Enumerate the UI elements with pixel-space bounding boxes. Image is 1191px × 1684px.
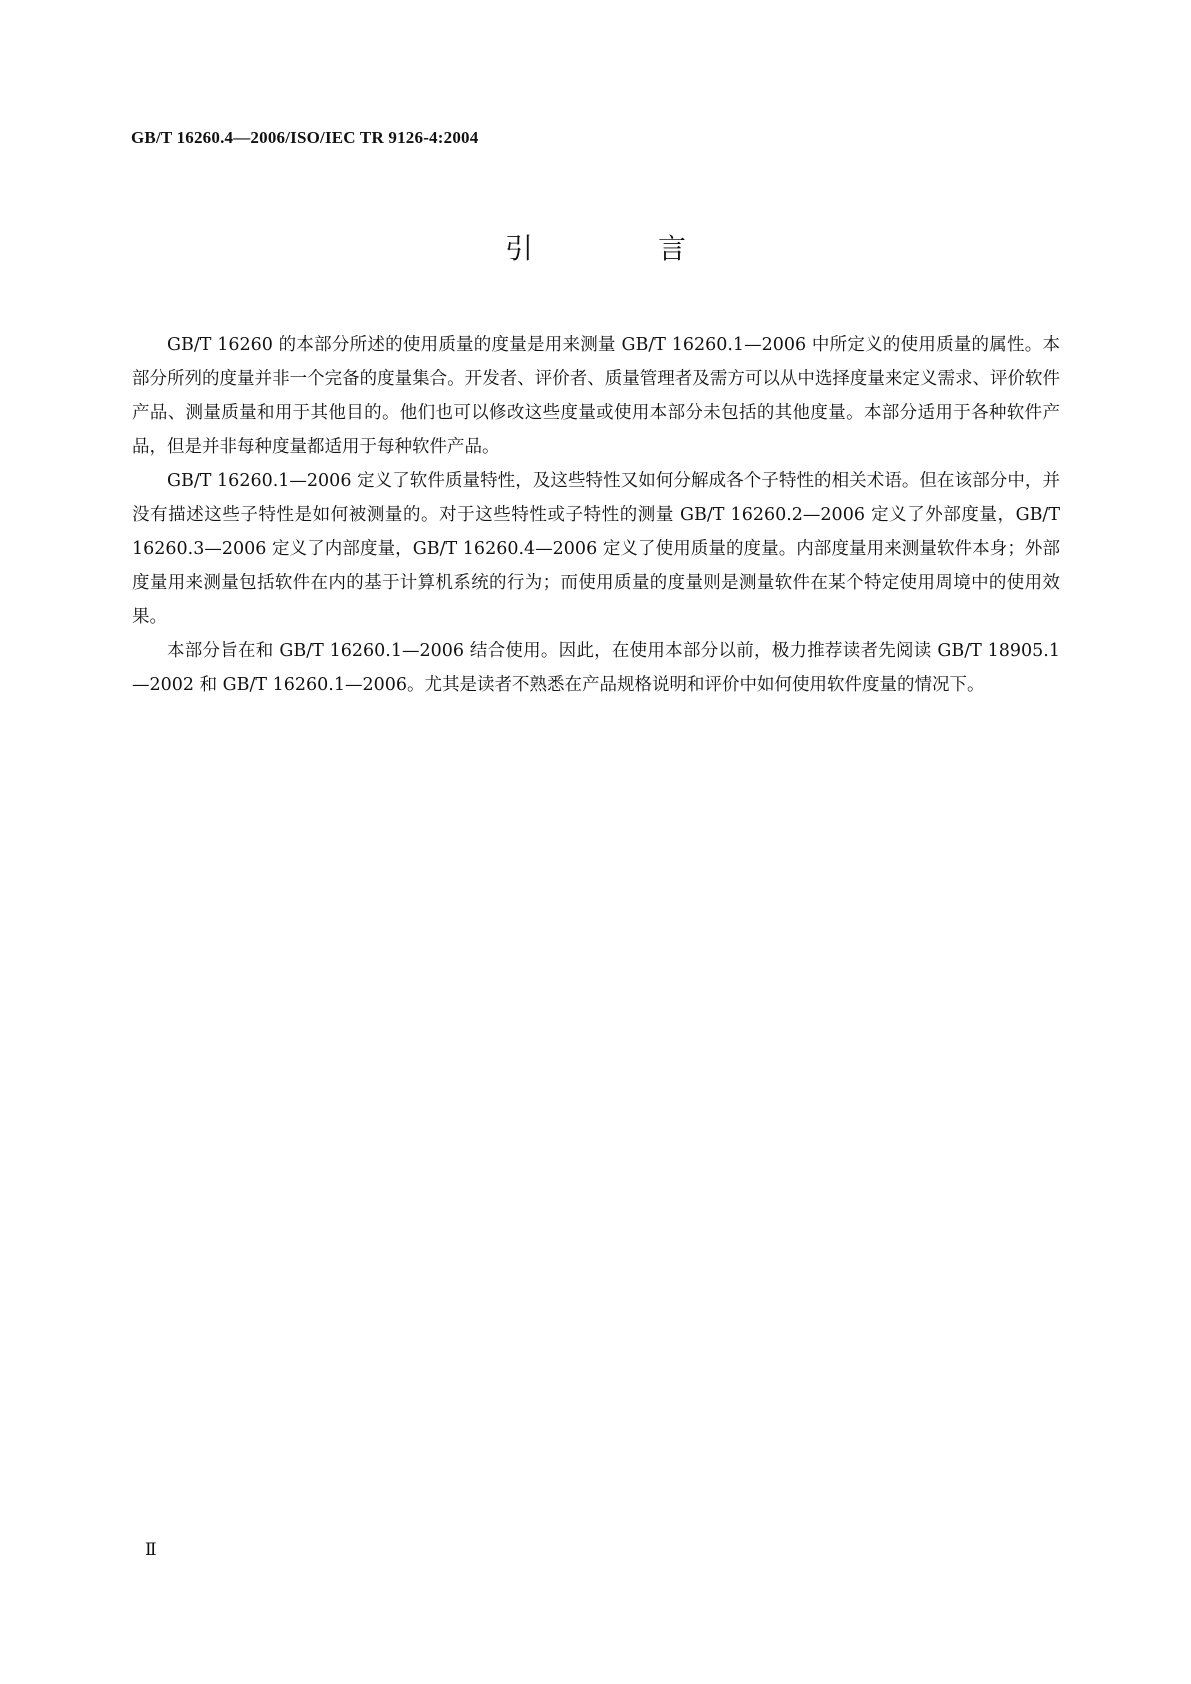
page-title: 引 言: [505, 232, 744, 265]
introduction-body: [132, 328, 1060, 702]
standard-code-header: GB/T 16260.4—2006/ISO/IEC TR 9126-4:2004: [131, 128, 479, 147]
paragraph-1: GB/T 16260 的本部分所述的使用质量的度量是用来测量 GB/T 16260.1—2006 中所定义的使用质量的属性。本部分所列的度量并非一个完备的度量集合。开发者、评价者、质量管理者及需方可以从中选择度量来定义需求、评价软件产品、测量质量和用于其他目的。他们也可以修改这些度量或使用本部分未包括的其他度量。本部分适用于各种软件产品，但是并非每种度量都适用于每种软件产品。: [132, 335, 1060, 457]
paragraph-2: GB/T 16260.1—2006 定义了软件质量特性，及这些特性又如何分解成各个子特性的相关术语。但在该部分中，并没有描述这些子特性是如何被测量的。对于这些特性或子特性的测量 GB/T 16260.2—2006 定义了外部度量，GB/T 16260.3—2006 定义了内部度量，GB/T 16260.4—2006 定义了使用质量的度量。内部度量用来测量软件本身；外部度量用来测量包括软件在内的基于计算机系统的行为；而使用质量的度量则是测量软件在某个特定使用周境中的使用效果。: [132, 471, 1060, 627]
paragraph-3: 本部分旨在和 GB/T 16260.1—2006 结合使用。因此，在使用本部分以前，极力推荐读者先阅读 GB/T 18905.1—2002 和 GB/T 16260.1—2006。尤其是读者不熟悉在产品规格说明和评价中如何使用软件度量的情况下。: [132, 641, 1060, 695]
page-number: Ⅱ: [145, 1540, 157, 1559]
